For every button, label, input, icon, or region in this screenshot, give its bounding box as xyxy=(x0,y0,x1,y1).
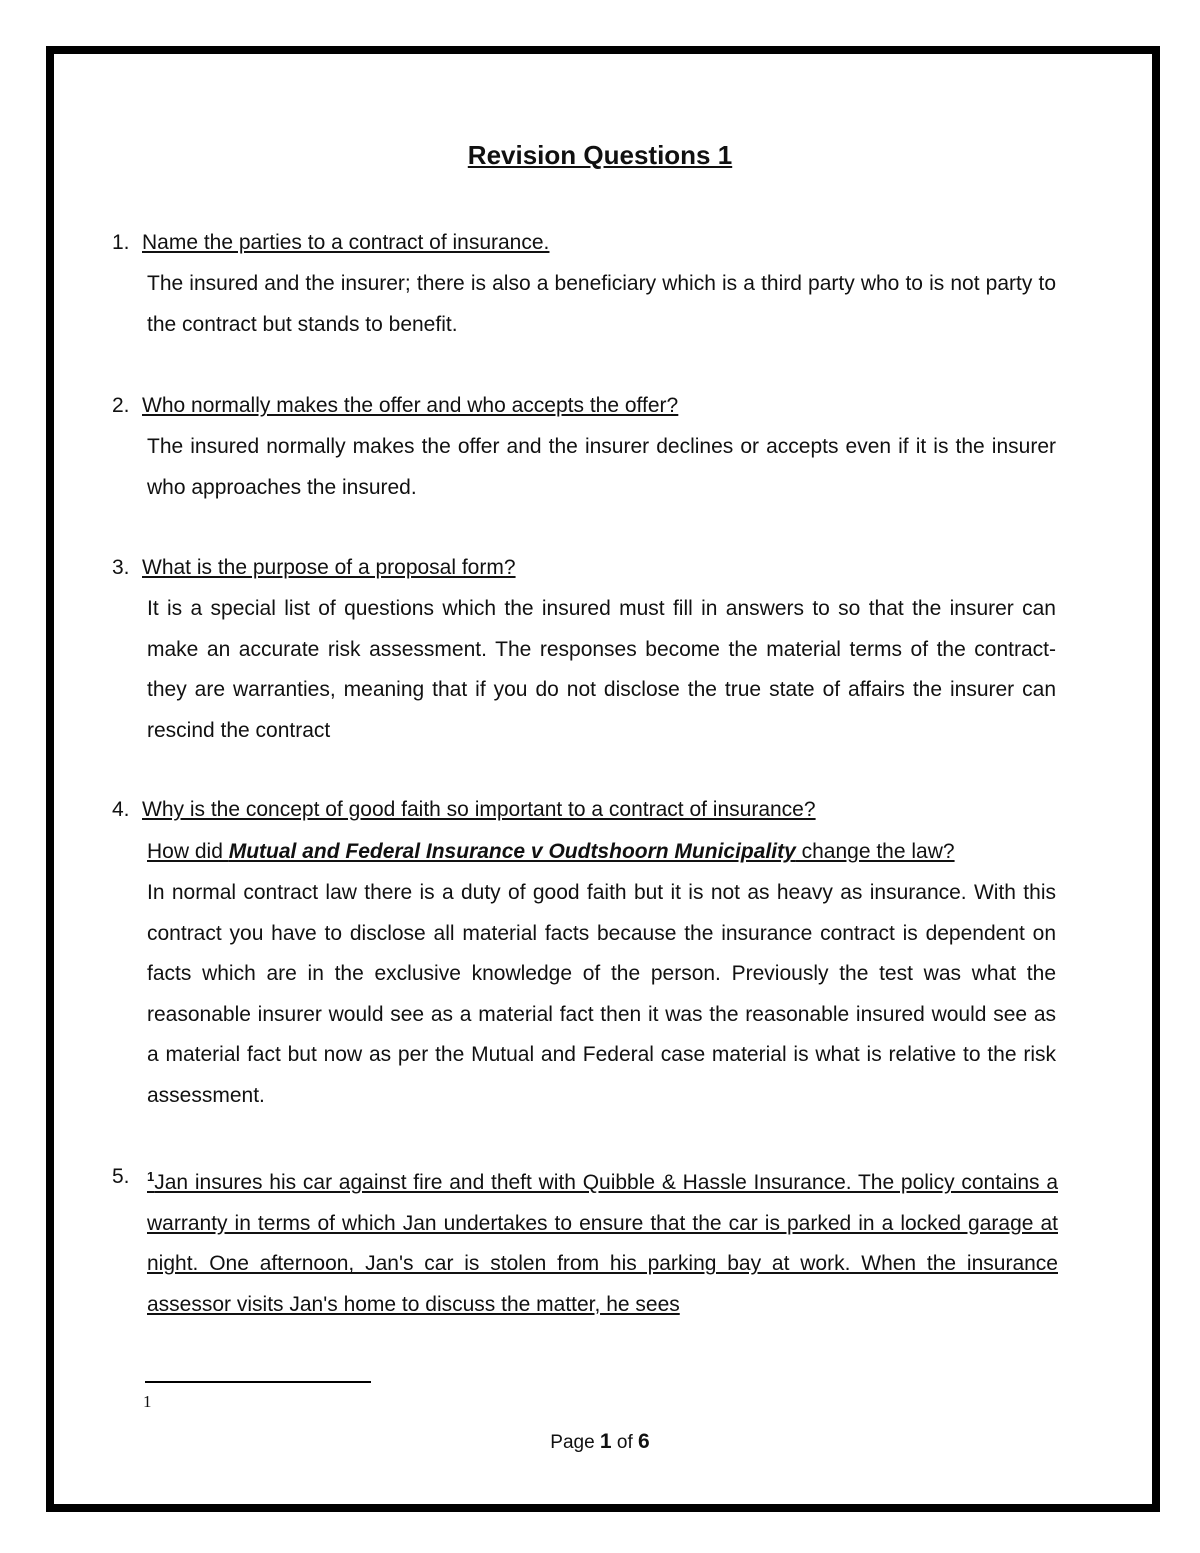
question-number: 3. xyxy=(112,556,130,579)
subquestion-prefix: How did xyxy=(147,840,229,863)
question-1 xyxy=(112,231,549,255)
question-text-block xyxy=(147,1157,1058,1326)
question-number: 1. xyxy=(112,231,130,254)
question-number: 5. xyxy=(112,1165,130,1188)
page-label: Page xyxy=(550,1432,595,1453)
current-page: 1 xyxy=(599,1430,612,1453)
page-title: Revision Questions 1 xyxy=(467,140,733,170)
question-3 xyxy=(112,556,516,580)
question-text: Jan insures his car against fire and theft with Quibble & Hassle Insurance. The policy contains a warranty in terms of which Jan undertakes to ensure that the car is parked in a locked garage at night. One afternoon, Jan's car is stolen from his parking bay at work. When the insurance assessor visits Jan's home to discuss the matter, he sees xyxy=(147,1171,1058,1317)
page-footer xyxy=(0,1430,1200,1454)
question-text: Name the parties to a contract of insurance. xyxy=(142,231,550,254)
question-number: 4. xyxy=(112,798,130,821)
case-name: Mutual and Federal Insurance v Oudtshoorn Municipality xyxy=(228,840,796,863)
subquestion-suffix: change the law? xyxy=(795,840,955,863)
footnote-separator xyxy=(145,1381,371,1383)
subquestion-4 xyxy=(147,832,1056,873)
footnote-reference[interactable]: 1 xyxy=(147,1169,155,1184)
question-text: What is the purpose of a proposal form? xyxy=(142,556,516,579)
question-5 xyxy=(112,1157,1058,1326)
question-number: 2. xyxy=(112,394,130,417)
question-4 xyxy=(112,798,816,822)
answer-1: The insured and the insurer; there is also a beneficiary which is a third party who to is not party to the contract but stands to benefit. xyxy=(147,272,1056,336)
question-text: Who normally makes the offer and who accepts the offer? xyxy=(142,394,679,417)
of-label: of xyxy=(616,1432,633,1453)
footnote-number: 1 xyxy=(143,1392,152,1411)
answer-3: It is a special list of questions which the insured must fill in answers to so that the insurer can make an accurate risk assessment. The responses become the material terms of the contract- they are warranties, meaning that if you do not disclose the true state of affairs the insurer can rescind the contract xyxy=(147,597,1056,742)
answer-4: In normal contract law there is a duty of good faith but it is not as heavy as insurance. With this contract you have to disclose all material facts because the insurance contract is dependent on facts which are in the exclusive knowledge of the person. Previously the test was what the reasonable insurer would see as a material fact then it was the reasonable insured would see as a material fact but now as per the Mutual and Federal case material is what is relative to the risk assessment. xyxy=(147,881,1056,1107)
question-text: Why is the concept of good faith so important to a contract of insurance? xyxy=(142,798,816,821)
answer-2: The insured normally makes the offer and the insurer declines or accepts even if it is the insurer who approaches the insured. xyxy=(147,435,1056,499)
total-pages: 6 xyxy=(638,1430,650,1453)
question-2 xyxy=(112,394,678,418)
